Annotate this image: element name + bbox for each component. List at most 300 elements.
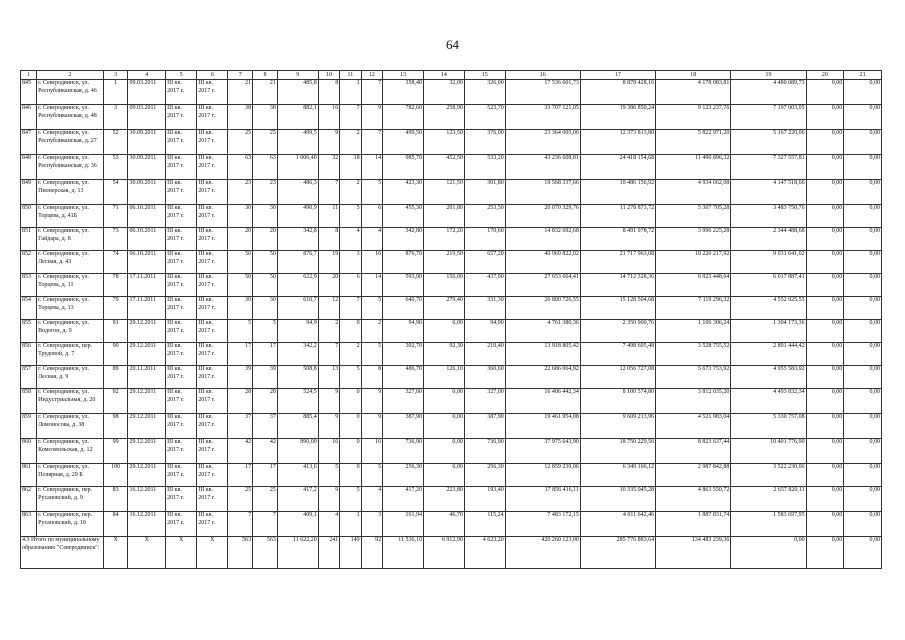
table-cell: 11 <box>318 205 339 228</box>
table-cell: 73 <box>103 228 128 251</box>
table-cell: 37 975 643,90 <box>505 439 580 464</box>
table-cell: 622,9 <box>277 274 318 297</box>
table-cell: 14 <box>361 155 382 180</box>
table-cell: 486,3 <box>277 180 318 205</box>
table-cell: 640,70 <box>383 297 424 320</box>
table-cell: 89 <box>103 366 128 389</box>
table-cell: 2 <box>318 320 339 343</box>
table-cell: 15 128 504,68 <box>580 297 655 320</box>
table-cell: 856 <box>21 343 37 366</box>
table-cell: 862 <box>21 487 37 512</box>
address-cell: г. Северодвинск, ул. Торцева, д. 41Б <box>37 205 104 228</box>
table-cell: 8 100 574,80 <box>580 389 655 414</box>
table-cell: 5 673 753,92 <box>656 366 731 389</box>
table-cell: III кв. 2017 г. <box>197 343 228 366</box>
table-cell: 2 <box>340 130 361 155</box>
table-cell: III кв. 2017 г. <box>166 228 197 251</box>
table-cell: 524,5 <box>277 389 318 414</box>
address-cell: г. Северодвинск, ул. Комсомольская, д. 12 <box>37 439 104 464</box>
table-cell: 12 373 813,80 <box>580 130 655 155</box>
table-cell: 172,20 <box>424 228 465 251</box>
table-cell: 7 <box>361 80 382 105</box>
table-cell: 4 480 089,73 <box>731 80 806 105</box>
table-cell: 3 <box>103 105 128 130</box>
table-row <box>21 205 882 228</box>
table-row <box>21 414 882 439</box>
table-cell: 13 918 805,42 <box>505 343 580 366</box>
table-cell: III кв. 2017 г. <box>166 487 197 512</box>
table-cell: 20 <box>253 228 278 251</box>
table-cell: 25 <box>253 487 278 512</box>
column-number: 11 <box>340 71 361 80</box>
table-cell: 50 <box>228 274 253 297</box>
table-cell: 16 <box>318 105 339 130</box>
table-cell: III кв. 2017 г. <box>197 389 228 414</box>
table-cell: 302,70 <box>383 343 424 366</box>
table-cell: 23 <box>253 180 278 205</box>
table-cell: 8 878 428,16 <box>580 80 655 105</box>
table-cell: 376,00 <box>464 130 505 155</box>
column-number: 2 <box>37 71 104 80</box>
total-cell: 563 <box>228 537 253 569</box>
table-cell: 9 <box>361 389 382 414</box>
table-cell: 253,50 <box>464 205 505 228</box>
table-cell: 6 923 448,64 <box>656 274 731 297</box>
column-number: 6 <box>197 71 228 80</box>
column-number: 7 <box>228 71 253 80</box>
table-cell: 409,1 <box>277 512 318 537</box>
table-cell: 5 <box>361 464 382 487</box>
table-row <box>21 155 882 180</box>
table-cell: 06.10.2011 <box>128 251 166 274</box>
table-cell: 7 <box>340 297 361 320</box>
table-row <box>21 389 882 414</box>
table-cell: 7 197 003,05 <box>731 105 806 130</box>
table-cell: 0,00 <box>844 297 882 320</box>
table-cell: 11 278 873,72 <box>580 205 655 228</box>
table-cell: 25 <box>228 487 253 512</box>
table-cell: 0,00 <box>844 105 882 130</box>
table-cell: 0,00 <box>844 464 882 487</box>
table-cell: 8 823 637,44 <box>656 439 731 464</box>
total-cell: X <box>166 537 197 569</box>
table-cell: 29.12.2011 <box>128 343 166 366</box>
table-cell: 21 <box>228 80 253 105</box>
table-cell: 0,00 <box>806 439 844 464</box>
table-cell: 92 <box>103 389 128 414</box>
table-row <box>21 439 882 464</box>
address-cell: г. Северодвинск, ул. Лесная, д. 9 <box>37 366 104 389</box>
table-cell: III кв. 2017 г. <box>166 343 197 366</box>
total-cell: 11 622,20 <box>277 537 318 569</box>
table-cell: 28 <box>253 389 278 414</box>
table-cell: III кв. 2017 г. <box>166 414 197 439</box>
table-row <box>21 320 882 343</box>
total-cell: 4 623,20 <box>464 537 505 569</box>
table-cell: 98 <box>103 414 128 439</box>
table-cell: 0,00 <box>806 389 844 414</box>
table-cell: 0,00 <box>844 80 882 105</box>
address-cell: г. Северодвинск, ул. Индустриальная, д. 20 <box>37 389 104 414</box>
table-cell: 16.12.2011 <box>128 512 166 537</box>
total-cell: 563 <box>253 537 278 569</box>
table-cell: 121,50 <box>424 180 465 205</box>
table-cell: 985,70 <box>383 155 424 180</box>
table-cell: 890,00 <box>277 439 318 464</box>
table-cell: 0,00 <box>806 205 844 228</box>
table-cell: 5 <box>318 464 339 487</box>
table-row <box>21 343 882 366</box>
table-cell: 20 <box>318 274 339 297</box>
table-cell: III кв. 2017 г. <box>166 297 197 320</box>
table-cell: 9 609 213,96 <box>580 414 655 439</box>
table-cell: 4 <box>318 512 339 537</box>
table-cell: 3 483 750,76 <box>731 205 806 228</box>
address-cell: г. Северодвинск, ул. Торцева, д. 11 <box>37 274 104 297</box>
table-cell: 17 <box>228 464 253 487</box>
total-cell: 149 <box>340 537 361 569</box>
column-number: 19 <box>731 71 806 80</box>
table-cell: 115,24 <box>464 512 505 537</box>
table-cell: 0,00 <box>806 320 844 343</box>
table-cell: 12 859 239,06 <box>505 464 580 487</box>
column-number: 4 <box>128 71 166 80</box>
table-cell: 4 761 380,36 <box>505 320 580 343</box>
table-cell: 12 056 727,08 <box>580 366 655 389</box>
table-cell: 17 536 601,73 <box>505 80 580 105</box>
table-cell: 33 707 121,05 <box>505 105 580 130</box>
table-cell: 83 <box>103 487 128 512</box>
table-row <box>21 80 882 105</box>
table-cell: 30 <box>253 297 278 320</box>
table-cell: 5 <box>340 366 361 389</box>
table-cell: 852 <box>21 251 37 274</box>
column-number: 13 <box>383 71 424 80</box>
address-cell: г. Северодвинск, ул. Лесная, д. 43 <box>37 251 104 274</box>
table-cell: 6 349 166,12 <box>580 464 655 487</box>
table-cell: 256,30 <box>464 464 505 487</box>
table-cell: 523,70 <box>464 105 505 130</box>
table-cell: 10 486 156,92 <box>580 180 655 205</box>
table-cell: 4 011 642,46 <box>580 512 655 537</box>
table-cell: 360,60 <box>464 366 505 389</box>
table-cell: 854 <box>21 297 37 320</box>
table-cell: 53 <box>103 155 128 180</box>
table-cell: 9 <box>318 389 339 414</box>
table-cell: 853 <box>21 274 37 297</box>
table-cell: 19 386 850,24 <box>580 105 655 130</box>
table-cell: 846 <box>21 105 37 130</box>
table-cell: 84 <box>103 512 128 537</box>
table-cell: 29.12.2011 <box>128 464 166 487</box>
table-cell: III кв. 2017 г. <box>166 155 197 180</box>
table-cell: 490,9 <box>277 205 318 228</box>
table-cell: 0,00 <box>844 343 882 366</box>
table-cell: 387,90 <box>383 414 424 439</box>
table-cell: 161,94 <box>383 512 424 537</box>
table-cell: 99 <box>103 439 128 464</box>
table-cell: 0 <box>340 439 361 464</box>
table-cell: 0,00 <box>806 228 844 251</box>
column-number: 8 <box>253 71 278 80</box>
address-cell: г. Северодвинск, ул. Водогон, д. 9 <box>37 320 104 343</box>
table-cell: 2 891 444,42 <box>731 343 806 366</box>
table-cell: 858 <box>21 389 37 414</box>
table-cell: III кв. 2017 г. <box>166 464 197 487</box>
table-cell: 223,80 <box>424 487 465 512</box>
table-cell: 860 <box>21 439 37 464</box>
table-cell: 0,00 <box>806 414 844 439</box>
table-cell: 52 <box>103 130 128 155</box>
table-cell: 358,40 <box>383 80 424 105</box>
table-cell: 50 <box>253 251 278 274</box>
table-cell: 848 <box>21 155 37 180</box>
table-cell: 4 521 983,04 <box>656 414 731 439</box>
table-cell: 5 167 220,06 <box>731 130 806 155</box>
column-number: 10 <box>318 71 339 80</box>
table-cell: 193,40 <box>464 487 505 512</box>
table-cell: 10 220 217,92 <box>656 251 731 274</box>
table-cell: 16 406 442,34 <box>505 389 580 414</box>
table-cell: 0,00 <box>844 320 882 343</box>
table-cell: 29.12.2011 <box>128 320 166 343</box>
table-cell: III кв. 2017 г. <box>197 228 228 251</box>
table-cell: 0,00 <box>806 251 844 274</box>
table-cell: 20 070 329,76 <box>505 205 580 228</box>
address-cell: г. Северодвинск, ул. Ломоносова, д. 38 <box>37 414 104 439</box>
table-cell: 22 686 064,92 <box>505 366 580 389</box>
table-cell: 4 178 083,81 <box>656 80 731 105</box>
table-cell: 6 <box>340 274 361 297</box>
table-cell: 17.11.2011 <box>128 274 166 297</box>
table-cell: 78 <box>103 274 128 297</box>
table-cell: 74 <box>103 251 128 274</box>
table-row <box>21 487 882 512</box>
column-number: 21 <box>844 71 882 80</box>
table-cell: 3 528 755,52 <box>656 343 731 366</box>
table-cell: 9 <box>361 105 382 130</box>
table-cell: 2 987 842,88 <box>656 464 731 487</box>
table-cell: 19 <box>318 251 339 274</box>
table-cell: 94,90 <box>464 320 505 343</box>
table-cell: 7 119 296,32 <box>656 297 731 320</box>
table-cell: III кв. 2017 г. <box>166 320 197 343</box>
total-cell: X <box>128 537 166 569</box>
table-cell: 327,00 <box>383 389 424 414</box>
address-cell: г. Северодвинск, ул. Гайдара, д. 8 <box>37 228 104 251</box>
table-cell: 0,00 <box>806 464 844 487</box>
table-cell: 79 <box>103 297 128 320</box>
table-cell: 17 <box>228 343 253 366</box>
table-cell: 46,70 <box>424 512 465 537</box>
table-cell: 54 <box>103 180 128 205</box>
table-cell: 0 <box>340 414 361 439</box>
table-cell: 94,9 <box>277 320 318 343</box>
table-cell: III кв. 2017 г. <box>166 512 197 537</box>
table-cell: 0,00 <box>424 439 465 464</box>
table-cell: 18 <box>340 155 361 180</box>
table-cell: 2 <box>361 320 382 343</box>
table-cell: 0,00 <box>844 439 882 464</box>
table-cell: 7 <box>318 343 339 366</box>
table-cell: 0,00 <box>844 414 882 439</box>
table-cell: 2 657 820,11 <box>731 487 806 512</box>
table-row <box>21 464 882 487</box>
table-cell: 387,90 <box>464 414 505 439</box>
table-cell: 91 <box>103 320 128 343</box>
total-cell: 0,00 <box>844 537 882 569</box>
table-cell: 5 <box>253 320 278 343</box>
table-cell: 06.10.2011 <box>128 228 166 251</box>
table-cell: 0,00 <box>844 130 882 155</box>
total-cell: 0,00 <box>806 537 844 569</box>
table-cell: 21 717 963,08 <box>580 251 655 274</box>
table-cell: 0,00 <box>806 180 844 205</box>
table-cell: 342,80 <box>383 228 424 251</box>
table-cell: 4 493 832,34 <box>731 389 806 414</box>
address-cell: г. Северодвинск, пер. Русановский, д. 9 <box>37 487 104 512</box>
table-cell: 25 <box>253 130 278 155</box>
table-cell: 0,00 <box>844 389 882 414</box>
table-cell: 0,00 <box>806 487 844 512</box>
table-cell: III кв. 2017 г. <box>197 180 228 205</box>
table-cell: 7 327 557,81 <box>731 155 806 180</box>
table-cell: 0,00 <box>844 487 882 512</box>
table-cell: 16.12.2011 <box>128 487 166 512</box>
address-cell: г. Северодвинск, ул. Республиканская, д. 46 <box>37 80 104 105</box>
table-cell: 30 <box>253 205 278 228</box>
table-cell: III кв. 2017 г. <box>197 205 228 228</box>
table-cell: 20.11.2011 <box>128 366 166 389</box>
table-cell: 4 934 662,08 <box>656 180 731 205</box>
table-cell: 100 <box>103 464 128 487</box>
register-table <box>20 70 882 569</box>
table-cell: 3 996 225,28 <box>656 228 731 251</box>
table-cell: III кв. 2017 г. <box>166 366 197 389</box>
table-cell: 499,50 <box>383 130 424 155</box>
table-cell: 0,00 <box>844 155 882 180</box>
address-cell: г. Северодвинск, ул. Республиканская, д. 48 <box>37 105 104 130</box>
table-cell: 885,4 <box>277 414 318 439</box>
table-cell: 9 <box>318 130 339 155</box>
table-cell: 12 <box>318 297 339 320</box>
table-cell: 8 491 978,72 <box>580 228 655 251</box>
address-cell: г. Северодвинск, пер. Русановский, д. 10 <box>37 512 104 537</box>
table-cell: 0,00 <box>844 251 882 274</box>
column-number: 5 <box>166 71 197 80</box>
table-cell: 39 <box>253 366 278 389</box>
table-cell: 0,00 <box>806 343 844 366</box>
total-cell: 241 <box>318 537 339 569</box>
table-cell: 455,30 <box>383 205 424 228</box>
table-cell: 452,50 <box>424 155 465 180</box>
table-cell: 17.11.2011 <box>128 297 166 320</box>
table-cell: 413,6 <box>277 464 318 487</box>
column-number-row <box>21 71 882 80</box>
table-cell: 42 <box>253 439 278 464</box>
table-cell: 8 <box>361 366 382 389</box>
table-cell: 0,00 <box>806 155 844 180</box>
table-cell: 8 <box>318 80 339 105</box>
table-cell: 0,00 <box>806 297 844 320</box>
table-cell: 1 887 831,74 <box>656 512 731 537</box>
table-cell: 2 <box>340 343 361 366</box>
table-cell: 851 <box>21 228 37 251</box>
table-cell: 8 <box>318 228 339 251</box>
table-cell: 876,7 <box>277 251 318 274</box>
table-cell: III кв. 2017 г. <box>197 320 228 343</box>
table-cell: 29.12.2011 <box>128 439 166 464</box>
table-cell: 5 <box>228 320 253 343</box>
table-cell: 301,80 <box>464 180 505 205</box>
table-cell: 4 863 550,72 <box>656 487 731 512</box>
table-cell: 0,00 <box>424 389 465 414</box>
table-cell: 38 <box>228 105 253 130</box>
table-cell: 11 490 896,32 <box>656 155 731 180</box>
table-cell: 327,00 <box>464 389 505 414</box>
table-cell: 256,30 <box>383 464 424 487</box>
table-cell: 1 006,40 <box>277 155 318 180</box>
table-cell: 16 <box>361 439 382 464</box>
column-number: 15 <box>464 71 505 80</box>
table-cell: 14 712 328,36 <box>580 274 655 297</box>
table-cell: 0,00 <box>844 366 882 389</box>
address-cell: г. Северодвинск, пер. Трудовой, д. 7 <box>37 343 104 366</box>
table-cell: 9 123 237,76 <box>656 105 731 130</box>
table-cell: 847 <box>21 130 37 155</box>
table-cell: 123,50 <box>424 130 465 155</box>
table-cell: 6 <box>361 205 382 228</box>
table-cell: 09.03.2011 <box>128 80 166 105</box>
table-cell: III кв. 2017 г. <box>166 130 197 155</box>
table-cell: 16 <box>318 439 339 464</box>
table-cell: 4 147 518,66 <box>731 180 806 205</box>
total-cell: 420 260 123,00 <box>505 537 580 569</box>
table-row <box>21 228 882 251</box>
table-cell: 736,90 <box>383 439 424 464</box>
table-cell: 20 <box>228 228 253 251</box>
table-cell: 2 <box>340 180 361 205</box>
table-cell: III кв. 2017 г. <box>197 366 228 389</box>
table-cell: 37 <box>253 414 278 439</box>
table-cell: III кв. 2017 г. <box>197 155 228 180</box>
column-number: 20 <box>806 71 844 80</box>
address-cell: г. Северодвинск, ул. Пионерская, д. 13 <box>37 180 104 205</box>
table-cell: 855 <box>21 320 37 343</box>
table-cell: 3 <box>361 512 382 537</box>
table-cell: 30 <box>228 297 253 320</box>
table-cell: III кв. 2017 г. <box>197 80 228 105</box>
table-cell: 0,00 <box>844 205 882 228</box>
table-cell: 32,00 <box>424 80 465 105</box>
table-cell: 342,8 <box>277 228 318 251</box>
table-cell: 859 <box>21 414 37 439</box>
table-cell: 5 822 971,20 <box>656 130 731 155</box>
table-cell: 39 <box>228 366 253 389</box>
table-cell: 508,8 <box>277 366 318 389</box>
column-number: 18 <box>656 71 731 80</box>
total-cell: X <box>197 537 228 569</box>
table-row <box>21 297 882 320</box>
table-cell: 7 <box>253 512 278 537</box>
table-cell: 7 <box>228 512 253 537</box>
table-cell: 63 <box>253 155 278 180</box>
table-cell: 156,00 <box>424 274 465 297</box>
table-cell: 3 522 230,06 <box>731 464 806 487</box>
table-cell: 13 <box>318 366 339 389</box>
table-cell: 1 583 697,95 <box>731 512 806 537</box>
table-cell: III кв. 2017 г. <box>197 130 228 155</box>
